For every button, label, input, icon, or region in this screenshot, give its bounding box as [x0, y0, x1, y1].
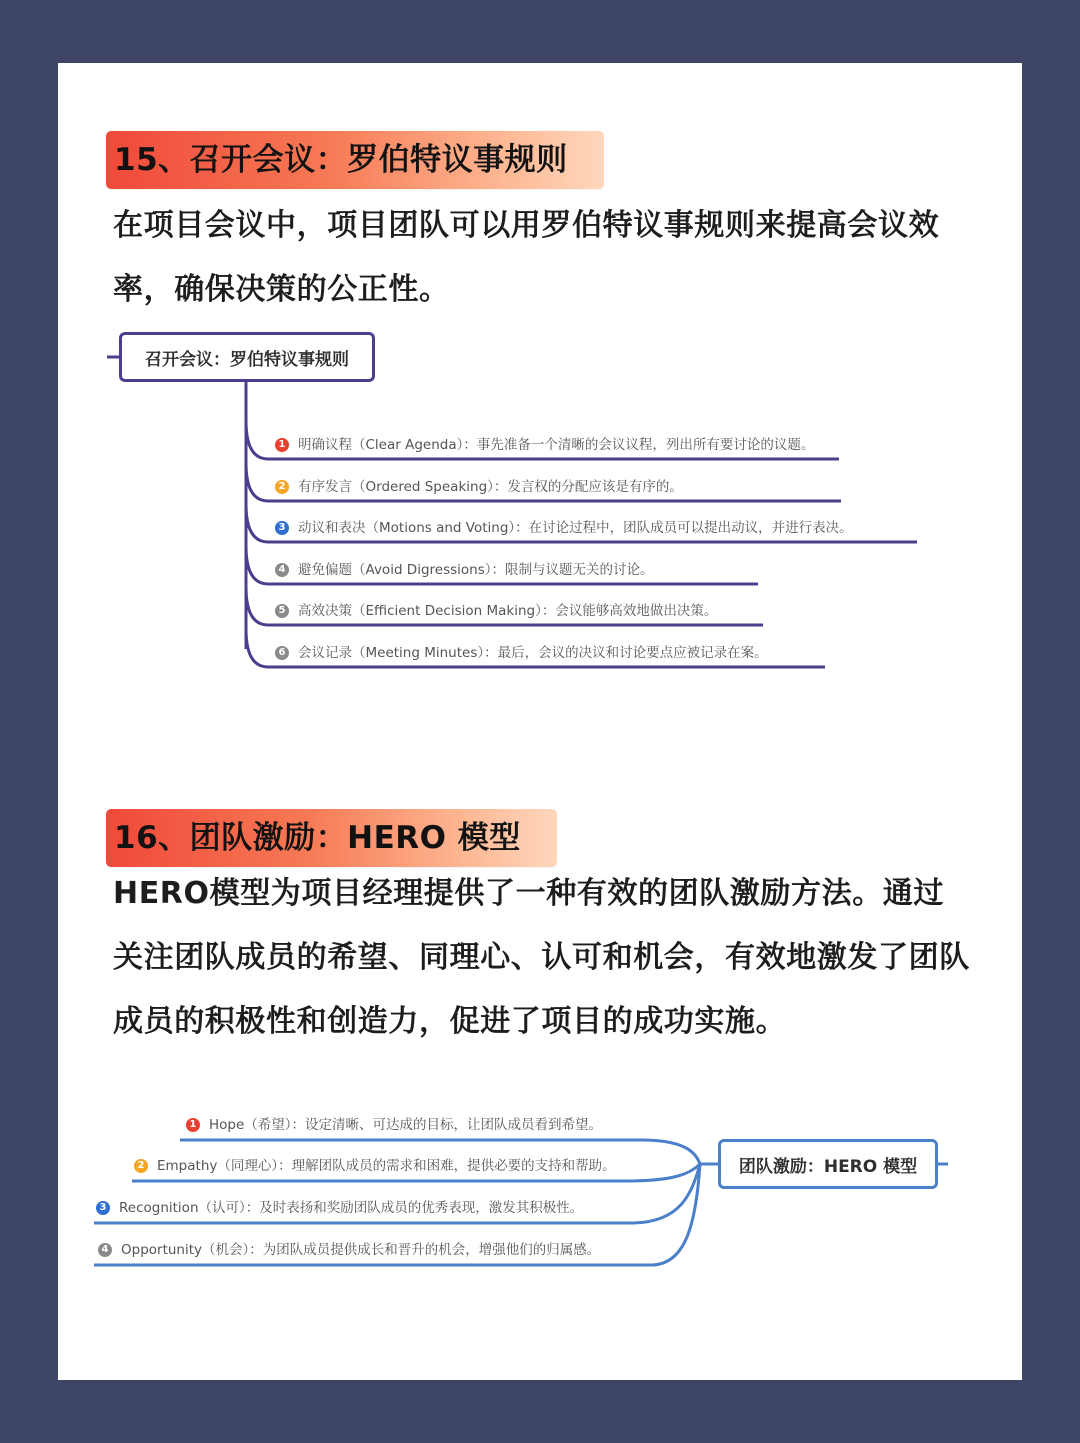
list-item [275, 433, 814, 457]
section-15-title: 15、召开会议：罗伯特议事规则 [106, 131, 604, 189]
list-item [96, 1196, 583, 1220]
item-text: 高效决策（Efficient Decision Making）：会议能够高效地做出决策。 [298, 603, 718, 619]
list-item [275, 641, 768, 665]
list-item [275, 475, 683, 499]
section-15-paragraph: 在项目会议中，项目团队可以用罗伯特议事规则来提高会议效率，确保决策的公正性。 [113, 208, 940, 307]
mindmap-root-node: 召开会议：罗伯特议事规则 [119, 332, 375, 382]
item-text: 避免偏题（Avoid Digressions）：限制与议题无关的讨论。 [298, 562, 654, 578]
list-item [275, 558, 654, 582]
content-card [58, 63, 1022, 1380]
number-badge-6: 6 [275, 646, 289, 660]
item-text: 有序发言（Ordered Speaking）：发言权的分配应该是有序的。 [298, 479, 683, 495]
number-badge-4: 4 [98, 1243, 112, 1257]
item-text: Recognition（认可）：及时表扬和奖励团队成员的优秀表现，激发其积极性。 [119, 1200, 584, 1216]
section-16-paragraph: HERO模型为项目经理提供了一种有效的团队激励方法。通过关注团队成员的希望、同理心、认可和机会，有效地激发了团队成员的积极性和创造力，促进了项目的成功实施。 [113, 876, 970, 1039]
list-item [186, 1113, 602, 1137]
item-text: Hope（希望）：设定清晰、可达成的目标，让团队成员看到希望。 [209, 1117, 603, 1133]
list-item [275, 599, 717, 623]
item-text: 会议记录（Meeting Minutes）：最后，会议的决议和讨论要点应被记录在案。 [298, 645, 768, 661]
item-text: 动议和表决（Motions and Voting）：在讨论过程中，团队成员可以提出动议，并进行表决。 [298, 520, 853, 536]
list-item [275, 516, 853, 540]
list-item [134, 1154, 616, 1178]
number-badge-3: 3 [275, 521, 289, 535]
section-16-title: 16、团队激励：HERO 模型 [106, 809, 557, 867]
item-text: Opportunity（机会）：为团队成员提供成长和晋升的机会，增强他们的归属感。 [121, 1242, 601, 1258]
number-badge-2: 2 [134, 1159, 148, 1173]
number-badge-4: 4 [275, 563, 289, 577]
number-badge-5: 5 [275, 604, 289, 618]
item-text: 明确议程（Clear Agenda）：事先准备一个清晰的会议议程，列出所有要讨论的议题。 [298, 437, 815, 453]
mindmap-root-node: 团队激励：HERO 模型 [718, 1139, 938, 1189]
number-badge-1: 1 [275, 438, 289, 452]
number-badge-3: 3 [96, 1201, 110, 1215]
hero-model-mindmap [86, 1103, 956, 1283]
list-item [98, 1238, 600, 1262]
meeting-rules-mindmap [103, 331, 933, 686]
mindmap-connectors [103, 331, 933, 686]
number-badge-1: 1 [186, 1118, 200, 1132]
item-text: Empathy（同理心）：理解团队成员的需求和困难，提供必要的支持和帮助。 [157, 1158, 616, 1174]
number-badge-2: 2 [275, 480, 289, 494]
